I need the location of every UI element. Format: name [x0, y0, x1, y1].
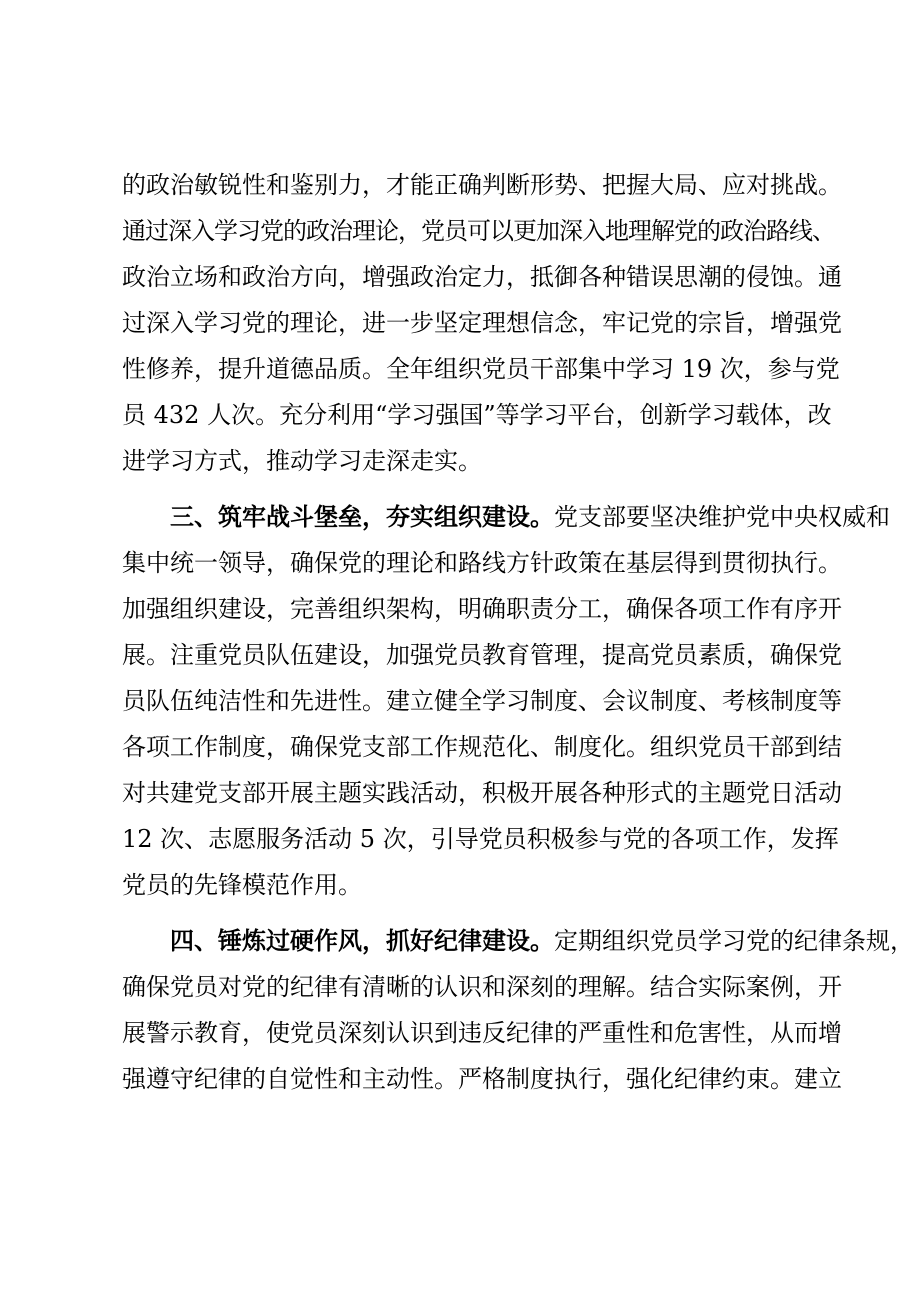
- section-organization-building: [122, 494, 890, 908]
- section-heading: 四、锤炼过硬作风，抓好纪律建设。: [170, 927, 554, 955]
- paragraph-line: 的政治敏锐性和鉴别力，才能正确判断形势、把握大局、应对挑战。: [122, 171, 842, 199]
- paragraph-line: 展警示教育，使党员深刻认识到违反纪律的严重性和危害性，从而增: [122, 1019, 842, 1047]
- section-first-line: [122, 918, 914, 964]
- paragraph-gap: [122, 484, 822, 494]
- paragraph-line: 员队伍纯洁性和先进性。建立健全学习制度、会议制度、考核制度等: [122, 687, 842, 715]
- section-first-line: [122, 494, 890, 540]
- document-body: [122, 162, 914, 1102]
- section-first-line-text: 党支部要坚决维护党中央权威和: [554, 503, 890, 531]
- section-first-line-text: 定期组织党员学习党的纪律条规，: [554, 927, 914, 955]
- paragraph-line: 加强组织建设，完善组织架构，明确职责分工，确保各项工作有序开: [122, 595, 842, 623]
- paragraph-line: 通过深入学习党的政治理论，党员可以更加深入地理解党的政治路线、: [122, 217, 835, 245]
- section-heading: 三、筑牢战斗堡垒，夯实组织建设。: [170, 503, 554, 531]
- paragraph-line: 强遵守纪律的自觉性和主动性。严格制度执行，强化纪律约束。建立: [122, 1065, 842, 1093]
- paragraph-line: 确保党员对党的纪律有清晰的认识和深刻的理解。结合实际案例，开: [122, 973, 842, 1001]
- paragraph-line: 过深入学习党的理论，进一步坚定理想信念，牢记党的宗旨，增强党: [122, 309, 842, 337]
- paragraph-line: 进学习方式，推动学习走深走实。: [122, 447, 482, 475]
- paragraph-line: 展。注重党员队伍建设，加强党员教育管理，提高党员素质，确保党: [122, 641, 842, 669]
- paragraph-line: 集中统一领导，确保党的理论和路线方针政策在基层得到贯彻执行。: [122, 549, 842, 577]
- paragraph-line: 12 次、志愿服务活动 5 次，引导党员积极参与党的各项工作，发挥: [122, 825, 839, 853]
- paragraph-politics-study: [122, 162, 842, 484]
- paragraph-line: 政治立场和政治方向，增强政治定力，抵御各种错误思潮的侵蚀。通: [122, 263, 842, 291]
- paragraph-line: 性修养，提升道德品质。全年组织党员干部集中学习 19 次，参与党: [122, 355, 840, 383]
- paragraph-line: 党员的先锋模范作用。: [122, 871, 362, 899]
- paragraph-line: 各项工作制度，确保党支部工作规范化、制度化。组织党员干部到结: [122, 733, 842, 761]
- paragraph-line: 对共建党支部开展主题实践活动，积极开展各种形式的主题党日活动: [122, 779, 842, 807]
- paragraph-line: 员 432 人次。充分利用“学习强国”等学习平台，创新学习载体，改: [122, 401, 832, 429]
- paragraph-gap: [122, 908, 822, 918]
- section-discipline-building: [122, 918, 914, 1102]
